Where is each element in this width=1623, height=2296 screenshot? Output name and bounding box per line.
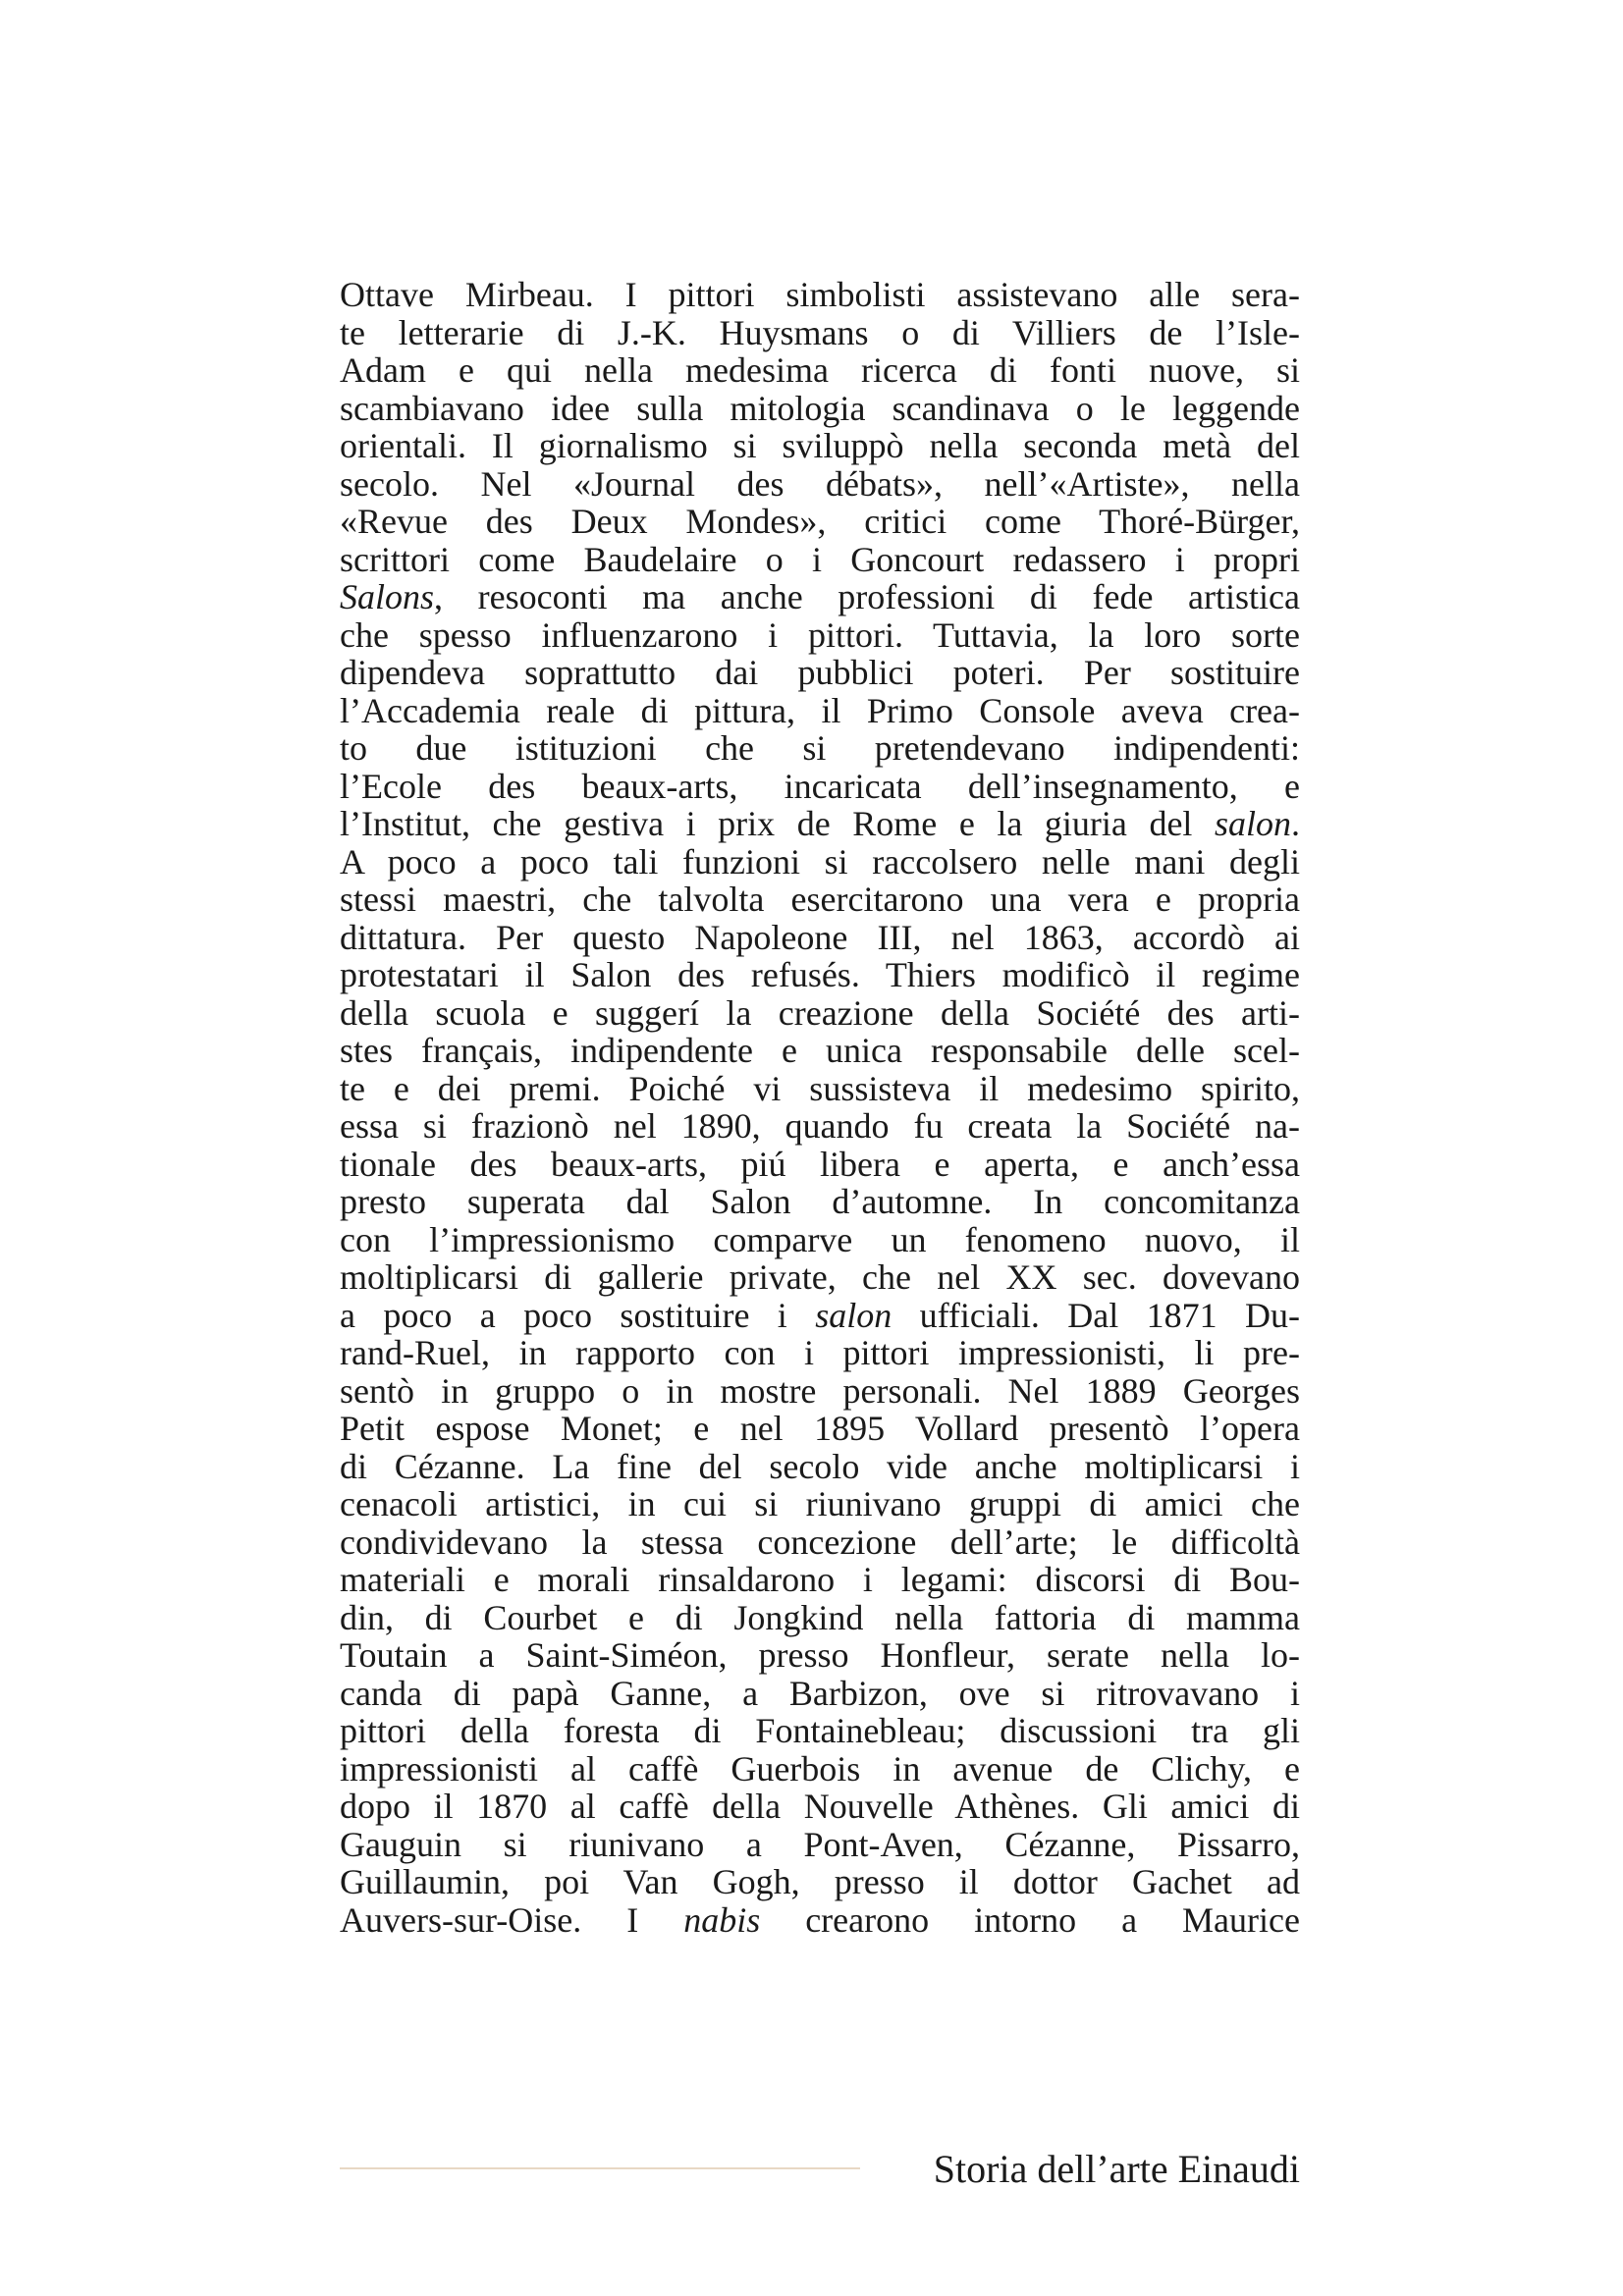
text-segment: condividevano la stessa concezione dell’arte; le difficoltà xyxy=(340,1522,1300,1562)
text-line xyxy=(340,1523,1300,1562)
text-line xyxy=(340,1485,1300,1523)
text-line xyxy=(340,1636,1300,1675)
text-segment: rand-Ruel, in rapporto con i pittori impressionisti, li pre- xyxy=(340,1333,1300,1372)
text-line xyxy=(340,616,1300,655)
text-line xyxy=(340,1107,1300,1146)
text-segment: sentò in gruppo o in mostre personali. Nel 1889 Georges xyxy=(340,1370,1300,1411)
text-segment: to due istituzioni che si pretendevano indipendenti: xyxy=(340,728,1300,768)
text-line xyxy=(340,1183,1300,1221)
text-line xyxy=(340,1221,1300,1259)
text-line xyxy=(340,1448,1300,1486)
text-segment: della scuola e suggerí la creazione della Société des arti- xyxy=(340,992,1300,1033)
text-line xyxy=(340,314,1300,352)
text-line xyxy=(340,578,1300,616)
text-line xyxy=(340,654,1300,692)
text-segment: stes français, indipendente e unica responsabile delle scel- xyxy=(340,1031,1300,1070)
text-segment: din, di Courbet e di Jongkind nella fattoria di mamma xyxy=(340,1597,1300,1637)
text-segment: Auvers-sur-Oise. I xyxy=(340,1899,684,1940)
text-segment: Gauguin si riunivano a Pont-Aven, Cézanne, Pissarro, xyxy=(340,1824,1300,1864)
text-line xyxy=(340,390,1300,428)
text-line xyxy=(340,276,1300,314)
text-segment: Ottave Mirbeau. I pittori simbolisti assistevano alle sera- xyxy=(340,275,1300,314)
text-line xyxy=(340,351,1300,390)
text-line xyxy=(340,1032,1300,1070)
text-line xyxy=(340,805,1300,843)
text-line xyxy=(340,1901,1300,1940)
text-line xyxy=(340,1297,1300,1335)
text-line xyxy=(340,1146,1300,1184)
body-text xyxy=(340,276,1300,1939)
text-segment: A poco a poco tali funzioni si raccolsero nelle mani degli xyxy=(340,841,1300,881)
text-line xyxy=(340,768,1300,806)
text-line xyxy=(340,465,1300,504)
text-segment: ufficiali. Dal 1871 Du- xyxy=(892,1295,1300,1335)
text-line xyxy=(340,1712,1300,1750)
text-segment: crearono intorno a Maurice xyxy=(760,1899,1300,1940)
text-line xyxy=(340,729,1300,768)
text-line xyxy=(340,881,1300,919)
text-segment: dopo il 1870 al caffè della Nouvelle Athènes. Gli amici di xyxy=(340,1787,1300,1826)
text-segment: te letterarie di J.-K. Huysmans o di Villiers de l’Isle- xyxy=(340,312,1300,352)
text-line xyxy=(340,1675,1300,1713)
text-line xyxy=(340,541,1300,579)
text-line xyxy=(340,1863,1300,1901)
text-segment: Toutain a Saint-Siméon, presso Honfleur, serate nella lo- xyxy=(340,1635,1300,1675)
text-segment: tionale des beaux-arts, piú libera e aperta, e anch’essa xyxy=(340,1144,1300,1184)
text-segment: presto superata dal Salon d’automne. In concomitanza xyxy=(340,1182,1300,1221)
text-segment: «Revue des Deux Mondes», critici come Thoré-Bürger, xyxy=(340,502,1300,541)
text-line xyxy=(340,956,1300,994)
text-segment: essa si frazionò nel 1890, quando fu creata la Société na- xyxy=(340,1106,1300,1146)
text-line xyxy=(340,1334,1300,1372)
text-segment: , resoconti ma anche professioni di fede artistica xyxy=(434,577,1300,616)
text-segment: l’Institut, che gestiva i prix de Rome e la giuria del xyxy=(340,804,1215,843)
italic-term: Salons xyxy=(340,577,435,616)
text-segment: secolo. Nel «Journal des débats», nell’«Artiste», nella xyxy=(340,463,1300,504)
text-segment: scrittori come Baudelaire o i Goncourt redassero i propri xyxy=(340,539,1300,579)
text-line xyxy=(340,919,1300,957)
text-line xyxy=(340,692,1300,730)
text-line xyxy=(340,1561,1300,1599)
text-line xyxy=(340,994,1300,1033)
text-segment: orientali. Il giornalismo si sviluppò nella seconda metà del xyxy=(340,426,1300,465)
text-segment: di Cézanne. La fine del secolo vide anche moltiplicarsi i xyxy=(340,1446,1300,1486)
footer-title: Storia dell’arte Einaudi xyxy=(933,2147,1300,2191)
text-segment: te e dei premi. Poiché vi sussisteva il medesimo spirito, xyxy=(340,1068,1300,1108)
text-segment: dipendeva soprattutto dai pubblici poteri. Per sostituire xyxy=(340,653,1300,692)
text-segment: dittatura. Per questo Napoleone III, nel 1863, accordò ai xyxy=(340,917,1300,957)
text-line xyxy=(340,1788,1300,1826)
text-segment: . xyxy=(1291,804,1300,843)
text-segment: protestatari il Salon des refusés. Thiers modificò il regime xyxy=(340,955,1300,994)
text-segment: Guillaumin, poi Van Gogh, presso il dottor Gachet ad xyxy=(340,1862,1300,1901)
footer-rule xyxy=(340,2167,860,2169)
text-segment: cenacoli artistici, in cui si riunivano gruppi di amici che xyxy=(340,1484,1300,1523)
text-segment: canda di papà Ganne, a Barbizon, ove si ritrovavano i xyxy=(340,1673,1300,1713)
text-line xyxy=(340,843,1300,881)
text-segment: pittori della foresta di Fontainebleau; discussioni tra gli xyxy=(340,1711,1300,1750)
text-segment: che spesso influenzarono i pittori. Tuttavia, la loro sorte xyxy=(340,614,1300,655)
text-segment: stessi maestri, che talvolta esercitarono una vera e propria xyxy=(340,880,1300,919)
text-segment: scambiavano idee sulla mitologia scandinava o le leggende xyxy=(340,388,1300,428)
text-line xyxy=(340,427,1300,465)
page-footer xyxy=(340,2140,1300,2199)
text-segment: Adam e qui nella medesima ricerca di fonti nuove, si xyxy=(340,350,1300,390)
text-line xyxy=(340,1258,1300,1297)
text-line xyxy=(340,1410,1300,1448)
italic-term: salon xyxy=(815,1295,893,1335)
text-line xyxy=(340,1750,1300,1789)
text-segment: l’Accademia reale di pittura, il Primo Console aveva crea- xyxy=(340,690,1300,730)
text-line xyxy=(340,503,1300,541)
text-segment: moltiplicarsi di gallerie private, che nel XX sec. dovevano xyxy=(340,1257,1300,1297)
text-segment: impressionisti al caffè Guerbois in avenue de Clichy, e xyxy=(340,1748,1300,1789)
text-segment: a poco a poco sostituire i xyxy=(340,1295,816,1335)
text-segment: l’Ecole des beaux-arts, incaricata dell’insegnamento, e xyxy=(340,766,1300,806)
text-line xyxy=(340,1372,1300,1411)
italic-term: salon xyxy=(1214,804,1291,843)
text-line xyxy=(340,1599,1300,1637)
italic-term: nabis xyxy=(683,1899,761,1940)
text-segment: con l’impressionismo comparve un fenomeno nuovo, il xyxy=(340,1219,1300,1259)
text-segment: Petit espose Monet; e nel 1895 Vollard presentò l’opera xyxy=(340,1409,1300,1448)
text-line xyxy=(340,1070,1300,1108)
text-segment: materiali e morali rinsaldarono i legami: discorsi di Bou- xyxy=(340,1560,1300,1599)
text-line xyxy=(340,1826,1300,1864)
